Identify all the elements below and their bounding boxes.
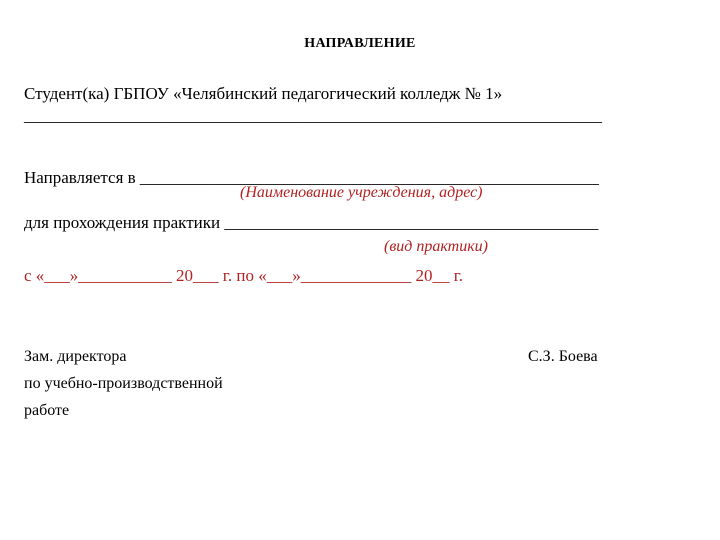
student-line: Студент(ка) ГБПОУ «Челябинский педагогический колледж № 1» [24,84,503,103]
signatory-title-line-2: по учебно-производственной [24,375,223,392]
dates-line: с «___»___________ 20___ г. по «___»_____________ 20__ г. [24,266,464,285]
student-blank-line: ____________________________________________________________________ [24,106,602,125]
directed-to-line: Направляется в ______________________________________________________ [24,168,599,187]
signatory-title-line-3: работе [24,402,70,419]
signatory-title-line-1: Зам. директора [24,348,127,365]
document-title: НАПРАВЛЕНИЕ [304,36,416,51]
practice-line: для прохождения практики ____________________________________________ [24,213,599,232]
practice-hint: (вид практики) [384,238,489,255]
directed-to-hint: (Наименование учреждения, адрес) [240,184,483,201]
signatory-name: С.З. Боева [528,348,598,365]
